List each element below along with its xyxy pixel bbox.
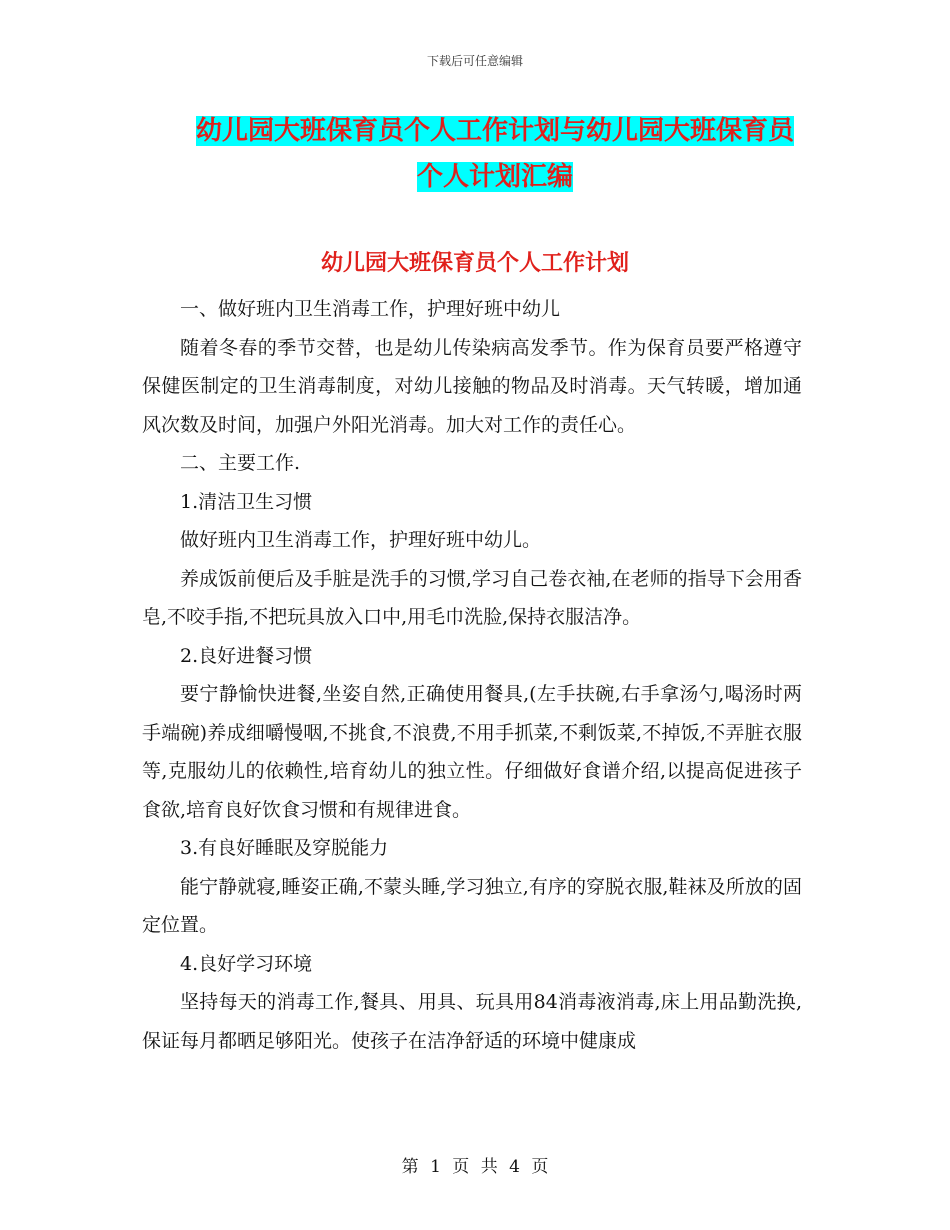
paragraph: 2.良好进餐习惯 — [180, 644, 313, 667]
document-title-line-2: 个人计划汇编 — [416, 162, 573, 192]
paragraph: 要宁静愉快进餐,坐姿自然,正确使用餐具,(左手扶碗,右手拿汤勺,喝汤时两手端碗)养成细嚼慢咽,不挑食,不浪费,不用手抓菜,不剩饭菜,不掉饭,不弄脏衣服等,克服幼儿的依赖性,培育幼儿的独立性。仔细做好食谱介绍,以提高促进孩子食欲,培育良好饮食习惯和有规律进食。 — [142, 683, 802, 821]
document-title-line-1: 幼儿园大班保育员个人工作计划与幼儿园大班保育员 — [195, 116, 794, 146]
document-title — [130, 108, 860, 200]
page-header-note: 下载后可任意编辑 — [426, 54, 523, 68]
paragraph: 坚持每天的消毒工作,餐具、用具、玩具用84消毒液消毒,床上用品勤洗换,保证每月都晒足够阳光。使孩子在洁净舒适的环境中健康成 — [142, 991, 802, 1052]
paragraph: 养成饭前便后及手脏是洗手的习惯,学习自己卷衣袖,在老师的指导下会用香皂,不咬手指,不把玩具放入口中,用毛巾洗脸,保持衣服洁净。 — [142, 567, 802, 628]
document-body — [142, 290, 802, 1060]
paragraph: 一、做好班内卫生消毒工作，护理好班中幼儿 — [180, 298, 561, 320]
paragraph: 能宁静就寝,睡姿正确,不蒙头睡,学习独立,有序的穿脱衣服,鞋袜及所放的固定位置。 — [142, 875, 802, 936]
section-title: 幼儿园大班保育员个人工作计划 — [320, 251, 629, 276]
paragraph: 1.清洁卫生习惯 — [180, 490, 313, 513]
paragraph: 二、主要工作. — [180, 452, 301, 474]
paragraph: 4.良好学习环境 — [180, 952, 313, 975]
page-number-footer: 第 1 页 共 4 页 — [401, 1157, 549, 1177]
paragraph: 3.有良好睡眠及穿脱能力 — [180, 837, 389, 859]
paragraph: 做好班内卫生消毒工作，护理好班中幼儿。 — [180, 529, 542, 551]
paragraph: 随着冬春的季节交替，也是幼儿传染病高发季节。作为保育员要严格遵守保健医制定的卫生消毒制度，对幼儿接触的物品及时消毒。天气转暖，增加通风次数及时间，加强户外阳光消毒。加大对工作的责任心。 — [142, 336, 802, 436]
